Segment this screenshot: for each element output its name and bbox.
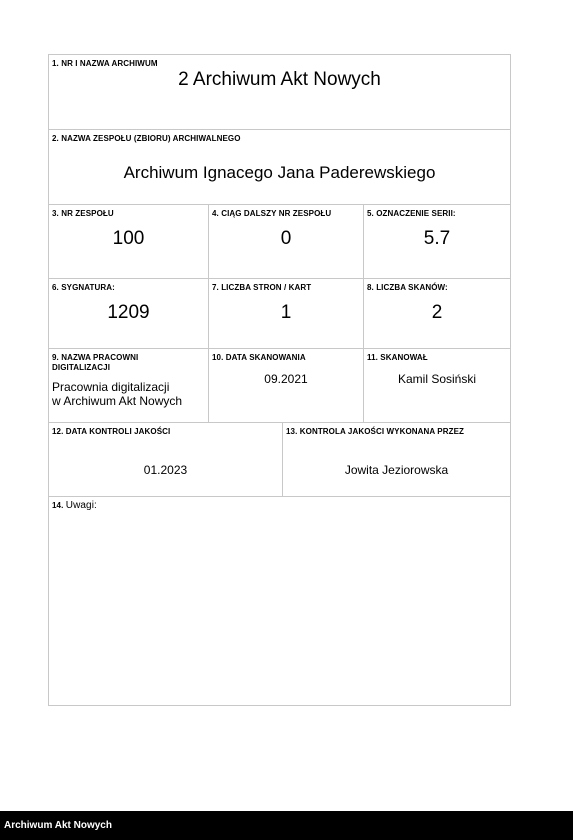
field-qc-date-label: 12. DATA KONTROLI JAKOŚCI: [52, 427, 171, 436]
field-archive: [49, 55, 510, 130]
field-qc-by: [283, 423, 510, 497]
field-signature-label: 6. SYGNATURA:: [52, 283, 115, 292]
field-remarks-label-text: Uwagi:: [65, 500, 97, 511]
field-scan-count-label: 8. LICZBA SKANÓW:: [367, 283, 448, 292]
field-archive-value: 2 Archiwum Akt Nowych: [178, 69, 381, 90]
field-digitization-lab-value-line1: Pracownia digitalizacji: [52, 380, 170, 394]
footer-text: Archiwum Akt Nowych: [4, 820, 112, 831]
field-collection-continuation-label: 4. CIĄG DALSZY NR ZESPOŁU: [212, 209, 332, 218]
field-qc-by-value: Jowita Jeziorowska: [344, 463, 449, 477]
field-signature: [49, 279, 209, 349]
metadata-form: [48, 54, 511, 706]
field-qc-by-label: 13. KONTROLA JAKOŚCI WYKONANA PRZEZ: [286, 427, 465, 436]
field-scan-date-value: 09.2021: [264, 372, 308, 386]
field-scan-date-label: 10. DATA SKANOWANIA: [212, 353, 306, 362]
field-archive-label: 1. NR I NAZWA ARCHIWUM: [52, 59, 158, 68]
field-scan-count: [364, 279, 510, 349]
field-series: [364, 205, 510, 279]
field-qc-date: [49, 423, 283, 497]
field-remarks: [49, 497, 510, 705]
field-scan-date: [209, 349, 364, 423]
field-scanned-by: [364, 349, 510, 423]
field-scanned-by-label: 11. SKANOWAŁ: [367, 353, 428, 362]
field-page-count-label: 7. LICZBA STRON / KART: [212, 283, 312, 292]
field-qc-date-value: 01.2023: [143, 463, 188, 477]
field-collection-name-value: Archiwum Ignacego Jana Paderewskiego: [123, 163, 436, 182]
field-collection-name-label: 2. NAZWA ZESPOŁU (ZBIORU) ARCHIWALNEGO: [52, 134, 241, 143]
field-digitization-lab-label: 9. NAZWA PRACOWNI DIGITALIZACJI: [52, 353, 139, 372]
field-scan-count-value: 2: [431, 302, 443, 323]
field-digitization-lab-value-line2: w Archiwum Akt Nowych: [52, 394, 183, 408]
field-collection-number-label: 3. NR ZESPOŁU: [52, 209, 114, 218]
field-collection-continuation: [209, 205, 364, 279]
field-collection-number: [49, 205, 209, 279]
field-digitization-lab: [49, 349, 209, 423]
field-remarks-label-prefix: 14.: [52, 501, 66, 510]
field-signature-value: 1209: [107, 302, 150, 323]
field-collection-continuation-value: 0: [280, 228, 292, 249]
field-scanned-by-value: Kamil Sosiński: [397, 372, 477, 386]
field-page-count-value: 1: [280, 302, 292, 323]
field-series-label: 5. OZNACZENIE SERII:: [367, 209, 456, 218]
field-collection-number-value: 100: [112, 228, 145, 249]
field-series-value: 5.7: [423, 228, 451, 249]
field-remarks-label: [52, 501, 507, 511]
footer-bar: [0, 811, 573, 840]
field-page-count: [209, 279, 364, 349]
field-collection-name: [49, 130, 510, 205]
